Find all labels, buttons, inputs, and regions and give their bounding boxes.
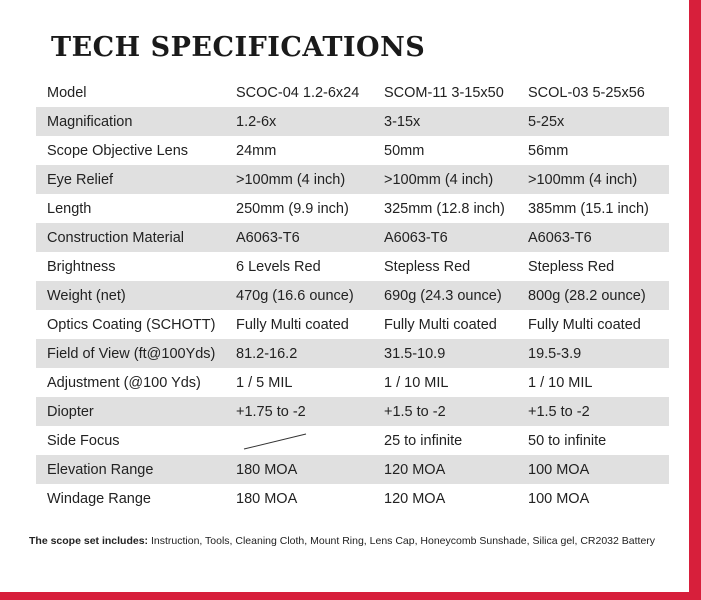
frame-bottom-border (0, 592, 701, 600)
header-cell-model-3: SCOL-03 5-25x56 (528, 84, 645, 101)
table-row (36, 252, 669, 281)
row-label-cell: Windage Range (47, 490, 151, 507)
row-label-cell: Construction Material (36, 223, 236, 252)
table-cell: 690g (24.3 ounce) (384, 281, 528, 310)
table-cell: 385mm (15.1 inch) (528, 200, 649, 217)
table-cell: 250mm (9.9 inch) (236, 200, 349, 217)
row-label-cell: Side Focus (47, 432, 120, 449)
footnote-items: Instruction, Tools, Cleaning Cloth, Mount Ring, Lens Cap, Honeycomb Sunshade, Silica gel, CR2032 Battery (148, 535, 656, 547)
table-cell: 120 MOA (384, 455, 528, 484)
table-row (36, 107, 669, 136)
table-cell: +1.5 to -2 (528, 397, 669, 426)
row-label-cell: Field of View (ft@100Yds) (36, 339, 236, 368)
table-row (36, 310, 669, 339)
table-cell: 100 MOA (528, 455, 669, 484)
table-cell: 24mm (236, 142, 277, 159)
row-label-cell: Length (47, 200, 92, 217)
table-cell: 19.5-3.9 (528, 339, 669, 368)
page-title: TECH SPECIFICATIONS (51, 32, 426, 63)
table-cell: 325mm (12.8 inch) (384, 200, 505, 217)
table-cell: +1.75 to -2 (236, 397, 384, 426)
table-cell: >100mm (4 inch) (528, 165, 669, 194)
table-cell: 180 MOA (236, 490, 298, 507)
row-label-cell: Elevation Range (36, 455, 236, 484)
row-label-cell: Magnification (36, 107, 236, 136)
row-label-cell: Scope Objective Lens (47, 142, 189, 159)
table-cell: 1 / 10 MIL (528, 374, 593, 391)
row-label-cell: Adjustment (@100 Yds) (47, 374, 201, 391)
table-cell: 56mm (528, 142, 569, 159)
footnote-label: The scope set includes: (29, 535, 149, 547)
table-cell: 120 MOA (384, 490, 446, 507)
table-cell: Stepless Red (528, 258, 615, 275)
table-cell: 50mm (384, 142, 425, 159)
table-cell: A6063-T6 (528, 223, 669, 252)
table-cell: 800g (28.2 ounce) (528, 281, 669, 310)
table-cell: 1 / 5 MIL (236, 374, 293, 391)
table-cell: 81.2-16.2 (236, 339, 384, 368)
table-cell: 5-25x (528, 107, 669, 136)
table-row (36, 194, 669, 223)
table-cell: Fully Multi coated (528, 316, 641, 333)
table-cell: 31.5-10.9 (384, 339, 528, 368)
table-cell: 180 MOA (236, 455, 384, 484)
header-cell-model-2: SCOM-11 3-15x50 (384, 84, 504, 101)
table-cell: 25 to infinite (384, 432, 463, 449)
table-row (36, 165, 669, 194)
spec-table (36, 78, 669, 513)
table-cell: Fully Multi coated (384, 316, 497, 333)
table-row (36, 339, 669, 368)
row-label-cell: Eye Relief (36, 165, 236, 194)
footnote (29, 535, 655, 547)
table-cell: 50 to infinite (528, 432, 607, 449)
table-cell: A6063-T6 (384, 223, 528, 252)
table-row (36, 397, 669, 426)
table-header-row (36, 78, 669, 107)
table-cell: +1.5 to -2 (384, 397, 528, 426)
table-row (36, 223, 669, 252)
row-label-cell: Optics Coating (SCHOTT) (47, 316, 216, 333)
row-label-cell: Diopter (36, 397, 236, 426)
table-cell: 1 / 10 MIL (384, 374, 449, 391)
row-label-cell: Weight (net) (36, 281, 236, 310)
table-cell: 470g (16.6 ounce) (236, 281, 384, 310)
header-cell-label: Model (47, 84, 87, 101)
table-cell: 3-15x (384, 107, 528, 136)
table-row (36, 136, 669, 165)
row-label-cell: Brightness (47, 258, 116, 275)
table-cell: >100mm (4 inch) (384, 165, 528, 194)
table-cell: 100 MOA (528, 490, 590, 507)
table-cell: Fully Multi coated (236, 316, 349, 333)
table-cell: Stepless Red (384, 258, 471, 275)
not-applicable-slash-icon (236, 431, 316, 451)
spec-table-body (36, 78, 669, 513)
table-cell (236, 426, 384, 455)
frame-right-border (689, 0, 701, 600)
table-cell: 1.2-6x (236, 107, 384, 136)
table-row (36, 368, 669, 397)
header-cell-model-1: SCOC-04 1.2-6x24 (236, 84, 360, 101)
table-cell: A6063-T6 (236, 223, 384, 252)
table-row (36, 455, 669, 484)
table-cell: >100mm (4 inch) (236, 165, 384, 194)
table-row (36, 281, 669, 310)
table-cell: 6 Levels Red (236, 258, 321, 275)
table-row (36, 484, 669, 513)
table-row (36, 426, 669, 455)
